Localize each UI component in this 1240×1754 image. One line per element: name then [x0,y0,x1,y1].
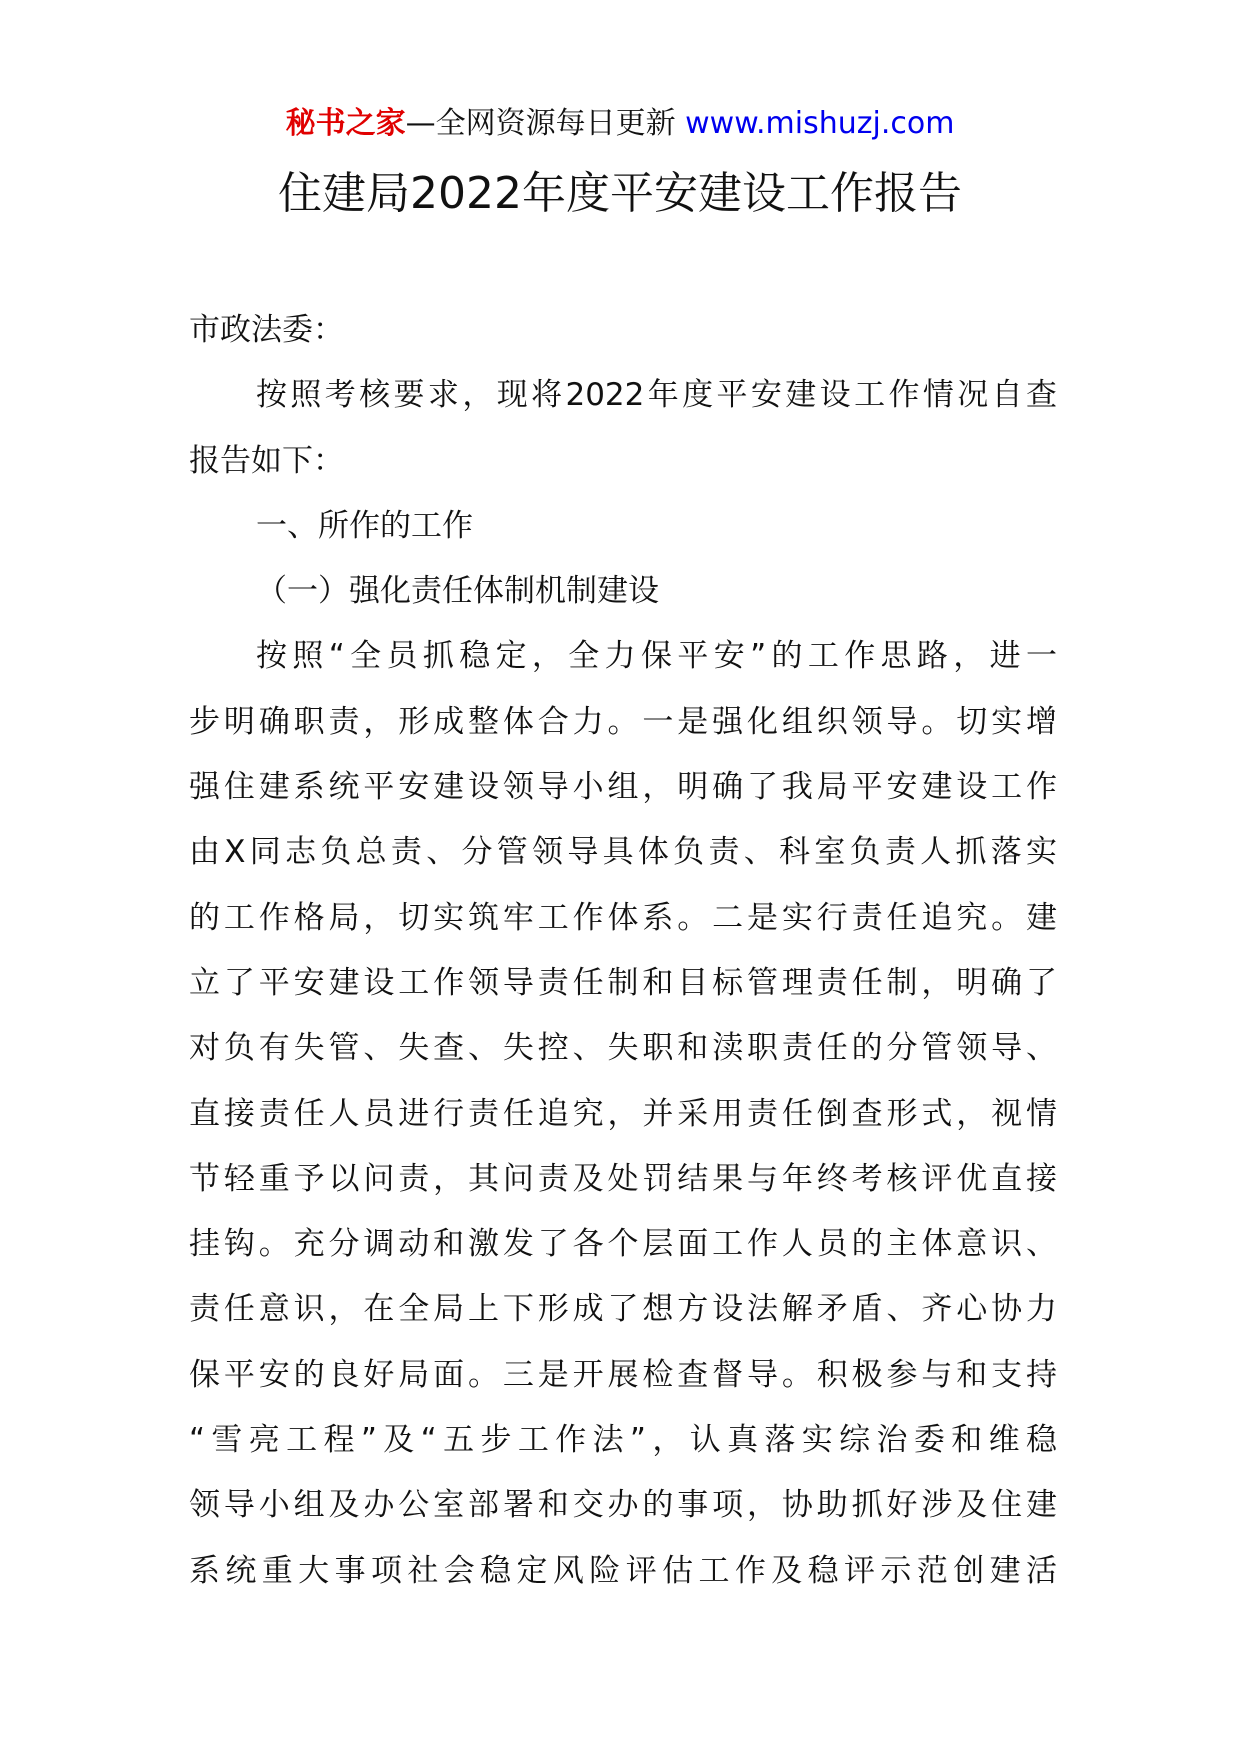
banner-slogan: —全网资源每日更新 [405,106,686,141]
text-line: 报告如下： [189,442,344,479]
document-title: 住建局2022年度平安建设工作报告 [278,168,962,219]
text-line: 挂钩。充分调动和激发了各个层面工作人员的主体意识、 [189,1226,1057,1263]
text-line: 责任意识，在全局上下形成了想方设法解矛盾、齐心协力 [189,1291,1057,1328]
text-line: 按照考核要求，现将2022年度平安建设工作情况自查 [256,377,1057,414]
banner-url-link[interactable]: www.mishuzj.com [685,106,955,141]
text-line: 由X同志负总责、分管领导具体负责、科室负责人抓落实 [189,834,1057,871]
text-line: 系统重大事项社会稳定风险评估工作及稳评示范创建活 [189,1552,1057,1589]
site-banner [0,104,1240,144]
brand-name: 秘书之家 [285,106,406,141]
text-line: 按照“全员抓稳定，全力保平安”的工作思路，进一 [256,638,1057,675]
text-line: 立了平安建设工作领导责任制和目标管理责任制，明确了 [189,964,1057,1001]
text-line: 对负有失管、失查、失控、失职和渎职责任的分管领导、 [189,1030,1057,1067]
text-line: 领导小组及办公室部署和交办的事项，协助抓好涉及住建 [189,1487,1057,1524]
text-line: “雪亮工程”及“五步工作法”，认真落实综治委和维稳 [189,1422,1057,1459]
text-line: 的工作格局，切实筑牢工作体系。二是实行责任追究。建 [189,899,1057,936]
text-line: 步明确职责，形成整体合力。一是强化组织领导。切实增 [189,703,1057,740]
text-line: 市政法委： [189,312,344,348]
text-line: （一）强化责任体制机制建设 [256,573,659,610]
text-line: 强住建系统平安建设领导小组，明确了我局平安建设工作 [189,769,1057,806]
text-line: 保平安的良好局面。三是开展检查督导。积极参与和支持 [189,1356,1057,1393]
text-line: 节轻重予以问责，其问责及处罚结果与年终考核评优直接 [189,1160,1057,1197]
text-line: 直接责任人员进行责任追究，并采用责任倒查形式，视情 [189,1095,1057,1132]
text-line: 一、所作的工作 [256,507,473,544]
document-body [189,298,1057,1604]
